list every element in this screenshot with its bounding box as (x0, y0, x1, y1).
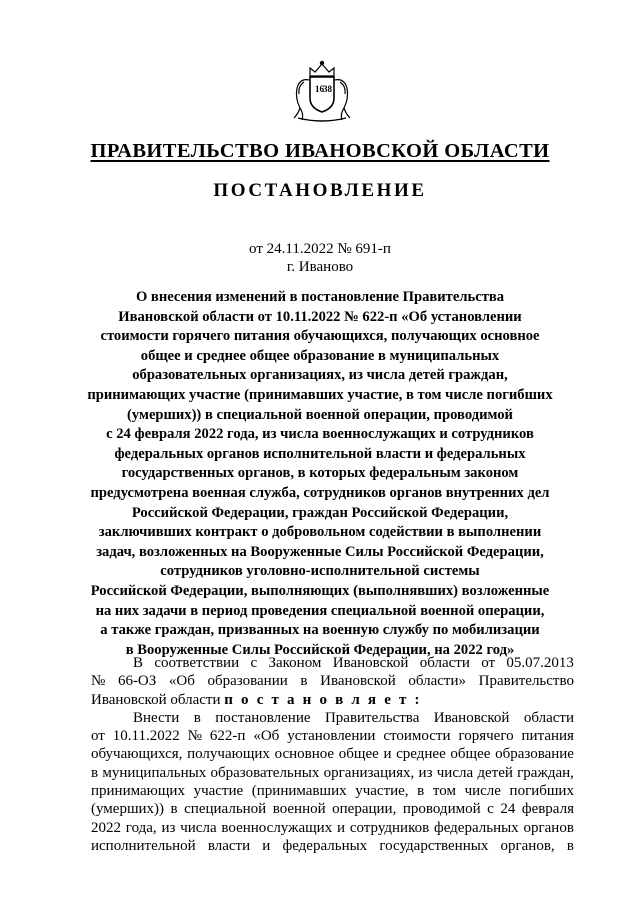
word: февраля (521, 801, 574, 818)
word: Ивановской (433, 709, 510, 726)
word: (умерших)) (91, 801, 165, 818)
word: участие, (355, 783, 409, 800)
word: специальной (184, 801, 267, 818)
word: муниципальных (102, 764, 207, 781)
paragraph-line (91, 709, 574, 727)
word: числа (180, 819, 217, 836)
word: Законом (268, 655, 322, 671)
word: области (523, 709, 574, 726)
subject-line: (умерших)) в специальной военной операции, проводимой (127, 406, 513, 423)
word: Ивановской (332, 655, 409, 671)
subject-line: принимающих участие (принимавших участие, в том числе погибших (87, 386, 553, 403)
emblem-year-2: 38 (323, 84, 332, 94)
word: получающих (187, 746, 270, 763)
word: постановление (215, 709, 311, 726)
word: 66-ОЗ (117, 673, 157, 690)
word: Правительства (324, 709, 420, 726)
word: проводимой (402, 801, 481, 818)
word: от (481, 655, 496, 671)
subject-line: общее и среднее общее образование в муниципальных (140, 347, 500, 364)
word: принимающих (91, 783, 185, 800)
word: года, (125, 819, 157, 836)
word: «Об (168, 673, 195, 690)
word: от (91, 728, 105, 745)
document-subject (60, 288, 580, 660)
document-type: ПОСТАНОВЛЕНИЕ (213, 180, 427, 201)
word: 05.07.2013 (506, 655, 574, 671)
word: горячего (458, 728, 514, 745)
word: (принимавших (251, 783, 347, 800)
word: органов (523, 819, 574, 836)
subject-line: федеральных органов исполнительной власти и федеральных (114, 445, 526, 462)
preamble-line (91, 654, 574, 672)
paragraph-line (91, 745, 574, 763)
preamble-text: Ивановской области (91, 691, 225, 708)
paragraph-line (91, 764, 574, 782)
word: граждан, (517, 764, 574, 781)
word: детей (477, 764, 513, 781)
word: образовании (207, 673, 288, 690)
word: в (193, 709, 201, 726)
paragraph-line (91, 782, 574, 800)
subject-line: сотрудников уголовно-исполнительной системы (160, 563, 480, 580)
word: № (91, 673, 106, 690)
subject-line: Ивановской области от 10.11.2022 № 622-п «Об установлении (118, 308, 522, 325)
subject-line: О внесения изменений в постановление Правительства (135, 289, 505, 305)
word: с (250, 655, 258, 671)
date-number: от 24.11.2022 № 691-п (249, 241, 391, 257)
government-title: ПРАВИТЕЛЬСТВО ИВАНОВСКОЙ ОБЛАСТИ (90, 140, 550, 162)
word: общее (450, 746, 491, 763)
paragraph-line (91, 837, 574, 855)
word: установлении (287, 728, 376, 745)
word: Правительство (478, 673, 574, 690)
document-meta (0, 240, 640, 276)
word: обучающихся, (91, 746, 183, 763)
word: образовательных (210, 764, 320, 781)
word: «Об (253, 728, 280, 745)
subject-line: с 24 февраля 2022 года, из числа военнослужащих и сотрудников (106, 426, 534, 443)
word: сотрудников (349, 819, 430, 836)
word: стоимости (383, 728, 451, 745)
coat-of-arms-icon (288, 58, 356, 124)
word: 10.11.2022 (112, 728, 180, 745)
paragraph-line (91, 800, 574, 818)
subject-line: в Вооруженные Силы Российской Федерации, на 2022 год» (125, 641, 515, 658)
word: организациях, (323, 764, 415, 781)
paragraph-line (91, 819, 574, 837)
word: власти (207, 837, 251, 854)
subject-line: заключивших контракт о добровольном содействии в выполнении (98, 524, 542, 541)
subject-line: задач, возложенных на Вооруженные Силы Российской Федерации, (96, 543, 544, 560)
word: В (133, 655, 144, 671)
word: операции, (332, 801, 397, 818)
word: в (417, 783, 425, 800)
word: области» (408, 673, 466, 690)
subject-line: Российской Федерации, выполняющих (выполнявших) возложенные (90, 582, 550, 599)
subject-line: Российской Федерации, граждан Российской Федерации, (131, 504, 509, 521)
subject-line: государственных органов, в которых федеральным законом (121, 465, 519, 482)
word: 24 (500, 801, 516, 818)
word: общее (338, 746, 379, 763)
word: числе (464, 783, 501, 800)
word: Ивановской (320, 673, 396, 690)
body-text (91, 654, 574, 855)
word: 2022 (91, 819, 121, 836)
word: в (566, 837, 574, 854)
word: № (187, 728, 202, 745)
word: 622-п (209, 728, 246, 745)
preamble-line (91, 672, 574, 690)
emblem-year-1: 16 (315, 84, 324, 94)
word: из (161, 819, 176, 836)
word: федеральных (282, 837, 368, 854)
word: федеральных (433, 819, 519, 836)
subject-line: предусмотрена военная служба, сотрудников органов внутренних дел (90, 484, 550, 501)
subject-line: стоимости горячего питания обучающихся, получающих основное (100, 328, 540, 345)
word: и (262, 837, 271, 854)
city: г. Иваново (286, 259, 354, 275)
word: Внести (133, 709, 180, 726)
word: и (337, 819, 346, 836)
word: образование (495, 746, 574, 763)
word: государственных (379, 837, 489, 854)
word: в (170, 801, 178, 818)
paragraph-line (91, 727, 574, 745)
word: и (383, 746, 392, 763)
word: из (418, 764, 433, 781)
subject-line: а также граждан, призванных на военную службу по мобилизации (100, 622, 540, 639)
word: основное (274, 746, 335, 763)
word: соответствии (154, 655, 240, 671)
word: среднее (396, 746, 446, 763)
word: органов, (500, 837, 555, 854)
word: военной (272, 801, 326, 818)
subject-line: на них задачи в период проведения специальной военной операции, (95, 602, 545, 619)
word: числа (436, 764, 474, 781)
preamble-line (91, 691, 574, 709)
word: в (300, 673, 308, 690)
word: том (432, 783, 456, 800)
subject-line: образовательных организациях, из числа детей граждан, (132, 367, 508, 384)
word: области (419, 655, 470, 671)
word: питания (521, 728, 574, 745)
word: участие (193, 783, 244, 800)
word: военнослужащих (221, 819, 333, 836)
word: с (487, 801, 494, 818)
word: погибших (509, 783, 574, 800)
word: исполнительной (91, 837, 196, 854)
decree-keyword: п о с т а н о в л я е т : (224, 691, 422, 708)
word: в (91, 764, 99, 781)
